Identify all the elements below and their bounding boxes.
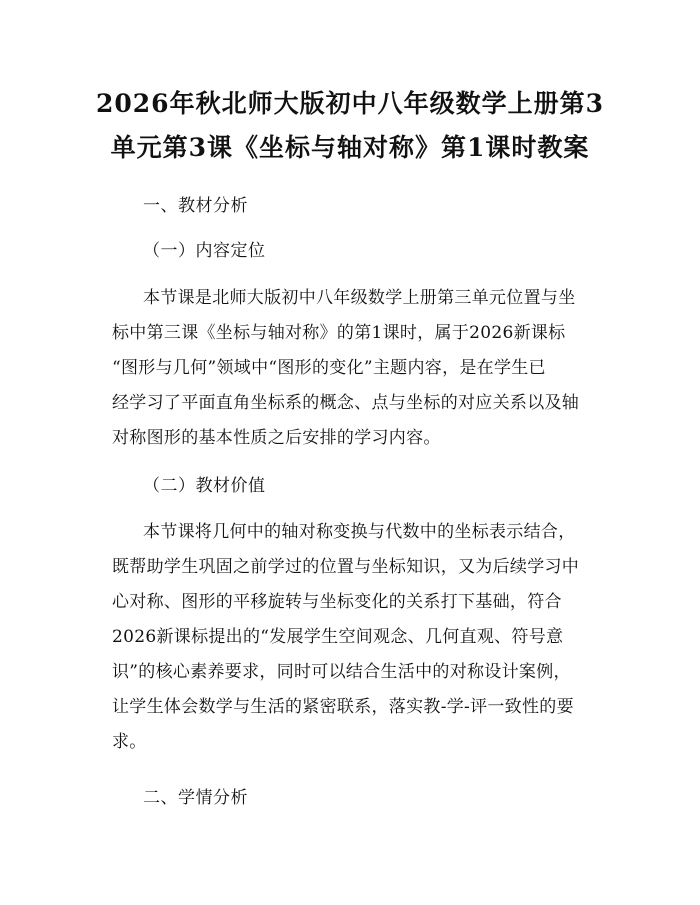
- paragraph-line: 心对称、图形的平移旋转与坐标变化的关系打下基础，符合: [112, 592, 562, 612]
- paragraph-line: 对称图形的基本性质之后安排的学习内容。: [112, 428, 441, 448]
- section-heading-student-analysis: 二、学情分析: [143, 788, 248, 808]
- paragraph-line: “图形与几何”领域中“图形的变化”主题内容，是在学生已: [112, 358, 546, 378]
- paragraph-line: 本节课将几何中的轴对称变换与代数中的坐标表示结合，: [143, 522, 576, 542]
- paragraph-line: 既帮助学生巩固之前学过的位置与坐标知识，又为后续学习中: [112, 557, 580, 577]
- subsection-heading-textbook-value: （二）教材价值: [143, 476, 266, 496]
- paragraph-line: 经学习了平面直角坐标系的概念、点与坐标的对应关系以及轴: [112, 393, 580, 413]
- paragraph-line: 标中第三课《坐标与轴对称》的第1课时，属于2026新课标: [112, 323, 566, 343]
- section-heading-textbook-analysis: 一、教材分析: [143, 196, 248, 216]
- paragraph-line: 2026新课标提出的“发展学生空间观念、几何直观、符号意: [112, 627, 564, 647]
- paragraph-line: 识”的核心素养要求，同时可以结合生活中的对称设计案例，: [112, 662, 571, 682]
- document-title-line-2: 单元第3课《坐标与轴对称》第1课时教案: [110, 133, 590, 162]
- paragraph-line: 求。: [112, 732, 147, 752]
- paragraph-line: 让学生体会数学与生活的紧密联系，落实教-学-评一致性的要: [112, 697, 574, 717]
- subsection-heading-content-positioning: （一）内容定位: [143, 241, 266, 261]
- paragraph-line: 本节课是北师大版初中八年级数学上册第三单元位置与坐: [143, 288, 576, 308]
- document-title-line-1: 2026年秋北师大版初中八年级数学上册第3: [96, 89, 604, 118]
